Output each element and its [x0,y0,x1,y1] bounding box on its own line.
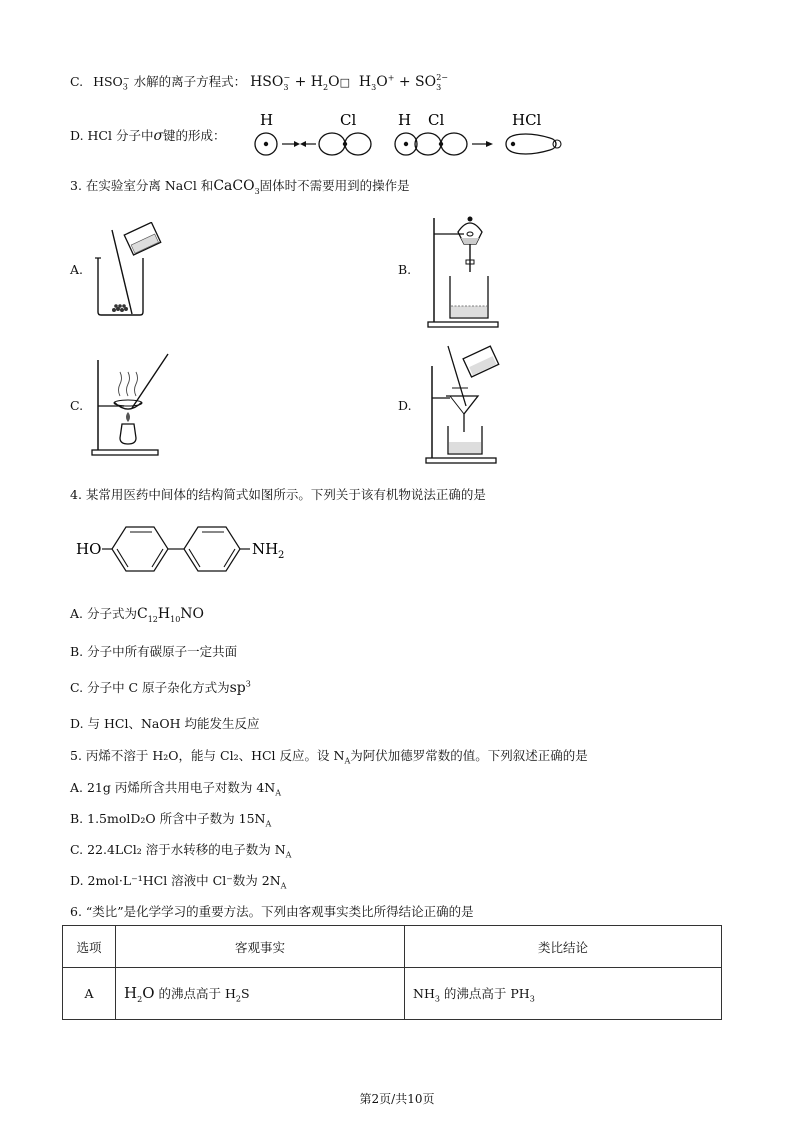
q3-label-b: B. [398,262,412,277]
q6-stem: 6. “类比”是化学学习的重要方法。下列由客观事实类比所得结论正确的是 [70,904,474,919]
row-fact: $H_2O$ 的沸点高于 $H_2S$ [116,968,405,1020]
arrow-right-icon [294,141,300,147]
q4-option-b: B. 分子中所有碳原子一定共面 [70,644,238,659]
formula-hso3: $HSO_3^-$ [93,73,130,92]
q6-table [62,925,722,1020]
arrow-right-icon [486,141,493,147]
q3-label-d: D. [398,398,412,413]
svg-text:Cl: Cl [428,111,445,129]
svg-text:HO: HO [76,540,102,558]
table-header-row [63,926,722,968]
row-option: A [63,968,116,1020]
q4-option-c: C. 分子中 C 原子杂化方式为$sp^3$ [70,679,251,696]
q5-option-a: A. 21g 丙烯所含共用电子对数为 $4N_A$ [70,780,282,798]
header-fact: 客观事实 [116,926,405,968]
apparatus-dissolving [90,222,170,320]
table-row [63,968,722,1020]
label-hcl: HCl [512,111,542,129]
q5-option-c: C. 22.4LCl₂ 溶于水转移的电子数为 $N_A$ [70,842,292,860]
page-footer: 第2页/共10页 [359,1092,435,1106]
q4-option-d: D. 与 HCl、NaOH 均能发生反应 [70,716,260,731]
apparatus-filtration [420,340,510,466]
svg-text:2: 2 [278,550,285,561]
q5-option-b: B. 1.5molD₂O 所含中子数为 $15N_A$ [70,811,272,829]
header-conclusion: 类比结论 [405,926,722,968]
apparatus-evaporation [88,350,178,456]
label-h: H [260,111,274,129]
q5-stem: 5. 丙烯不溶于 H₂O，能与 Cl₂、HCl 反应。设 $N_A$为阿伏加德罗常数的值。下列叙述正确的是 [70,748,588,766]
row-conclusion: $NH_3$ 的沸点高于 $PH_3$ [405,968,722,1020]
q2-option-d: D. HCl 分子中σ键的形成： [70,128,226,144]
q4-option-a: A. 分子式为$C_{12}H_{10}NO$ [70,606,205,624]
q4-stem: 4. 某常用医药中间体的结构简式如图所示。下列关于该有机物说法正确的是 [70,487,486,502]
sigma-bond-diagram [248,110,568,158]
q2-option-c: C. $HSO_3^-$ 水解的离子方程式： $HSO_3^-$ + $H_2O□$ $H_3O^+ + SO_3^{2-}$ [70,73,449,92]
q3-label-a: A. [70,262,84,277]
header-option: 选项 [63,926,116,968]
q3-stem: 3. 在实验室分离 NaCl 和CaCO$_3$固体时不需要用到的操作是 [70,178,410,196]
svg-text:H: H [398,111,412,129]
hydrolysis-equation: $HSO_3^-$ + $H_2O□$ $H_3O^+ + SO_3^{2-}$ [250,73,449,92]
label-cl: Cl [340,111,357,129]
q3-label-c: C. [70,398,84,413]
svg-text:NH: NH [252,540,279,558]
q5-option-d: D. 2mol·L⁻¹HCl 溶液中 Cl⁻数为 $2N_A$ [70,873,287,891]
structure-aminobiphenylol [74,520,314,580]
arrow-left-icon [300,141,306,147]
apparatus-separatory-funnel [420,210,505,330]
